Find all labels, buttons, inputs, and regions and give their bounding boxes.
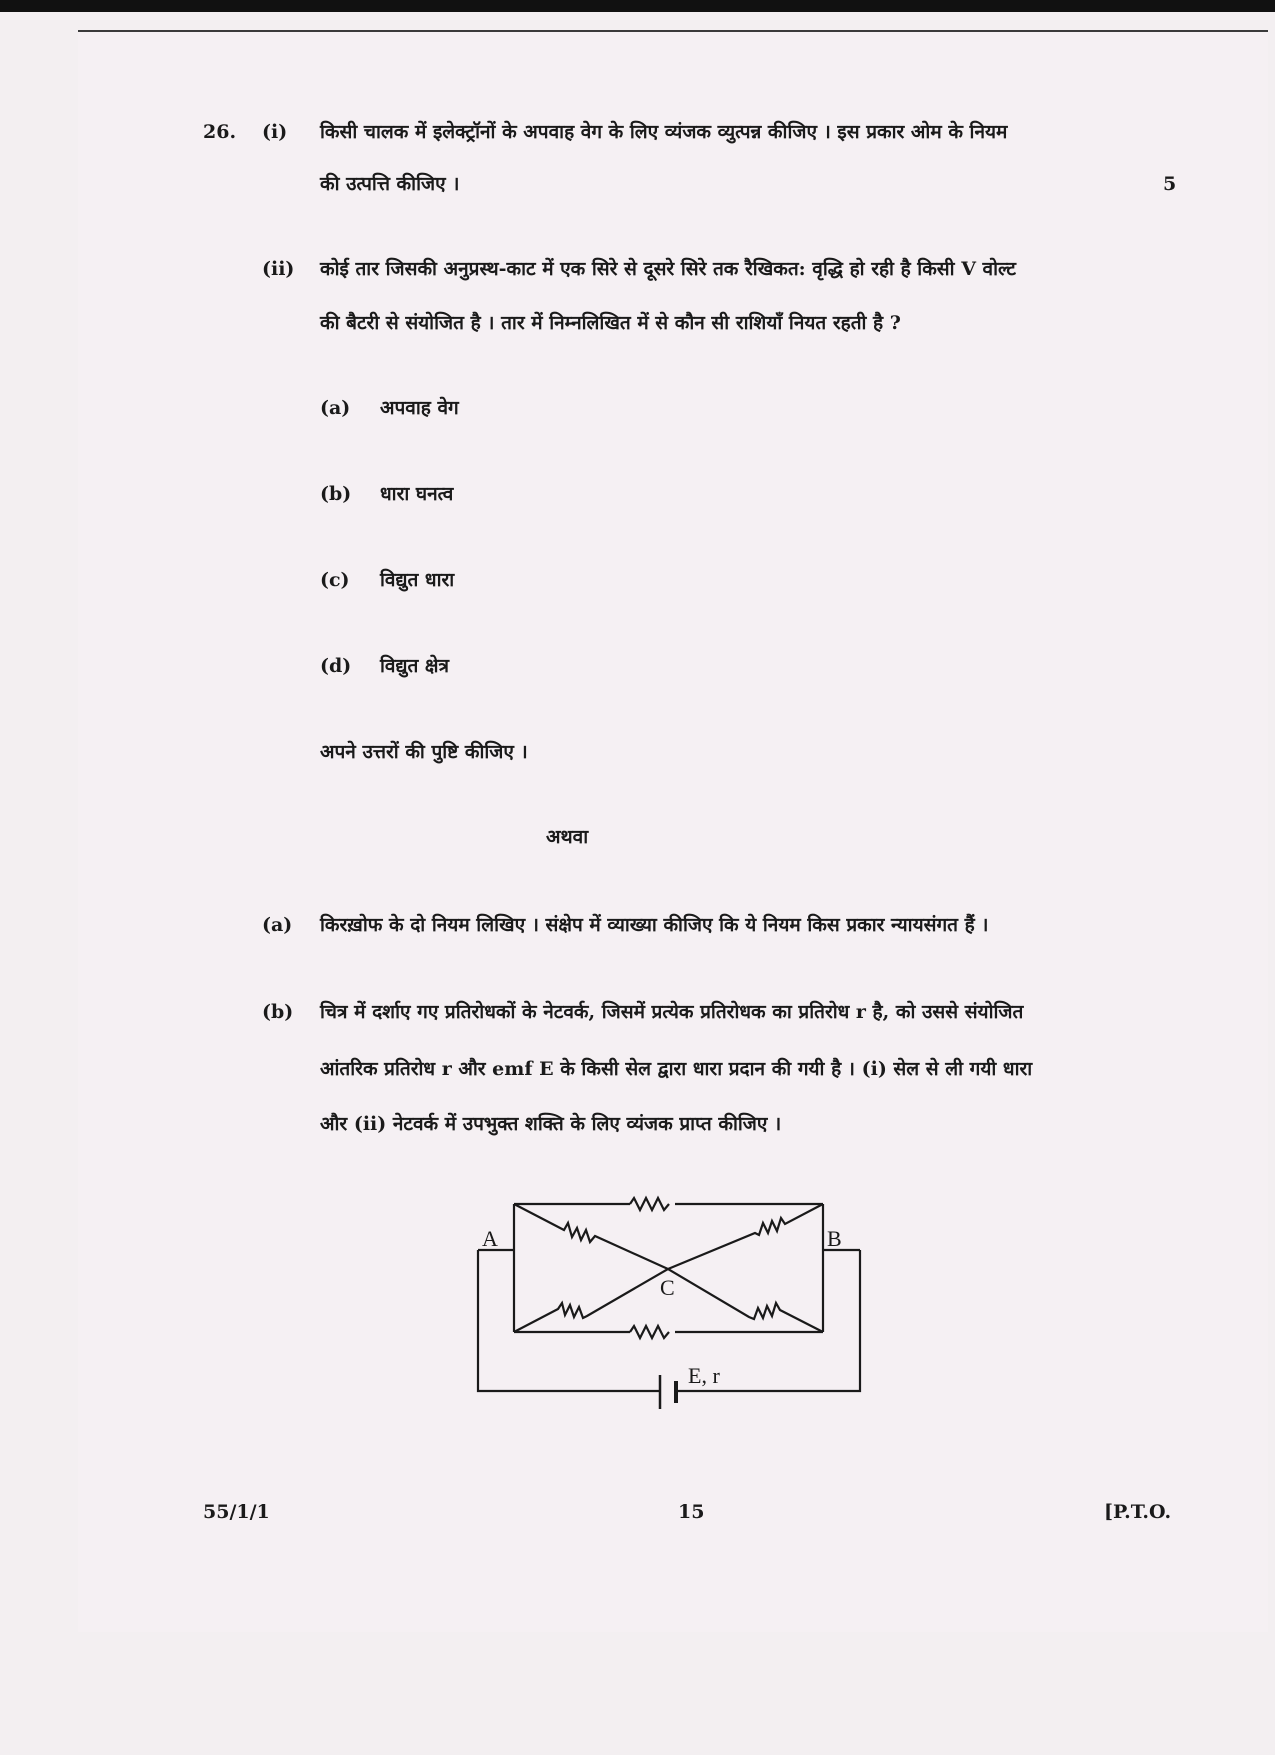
option-d-label: (d) [320, 655, 352, 677]
paper-code: 55/1/1 [203, 1501, 270, 1523]
alt-b-line2: आंतरिक प्रतिरोध r और emf E के किसी सेल द्वारा धारा प्रदान की गयी है । (i) सेल से ली गयी धारा [320, 1058, 1033, 1080]
justify-instruction: अपने उत्तरों की पुष्टि कीजिए । [320, 741, 528, 763]
part-ii-line2: की बैटरी से संयोजित है । तार में निम्नलिखित में से कौन सी राशियाँ नियत रहती है ? [320, 312, 901, 334]
option-b-text: धारा घनत्व [380, 483, 454, 505]
please-turn-over: [P.T.O. [1104, 1501, 1172, 1523]
part-i-line2: की उत्पत्ति कीजिए । [320, 173, 460, 195]
resistor-network-diagram [460, 1185, 880, 1425]
part-ii-line1: कोई तार जिसकी अनुप्रस्थ-काट में एक सिरे से दूसरे सिरे तक रैखिकत: वृद्धि हो रही है किसी V वोल्ट [320, 258, 1016, 280]
option-a-label: (a) [320, 397, 351, 419]
option-c-text: विद्युत धारा [380, 569, 455, 591]
alt-b-label: (b) [262, 1001, 294, 1023]
bottom-resistor [630, 1326, 669, 1338]
diag-resistor-b-top [668, 1204, 823, 1269]
option-c-label: (c) [320, 569, 350, 591]
cell-label: E, r [688, 1363, 720, 1388]
alt-a-text: किरख़ोफ के दो नियम लिखिए । संक्षेप में व्याख्या कीजिए कि ये नियम किस प्रकार न्यायसंगत हैं । [320, 914, 989, 936]
option-a-text: अपवाह वेग [380, 397, 459, 419]
marks: 5 [1163, 173, 1177, 195]
part-i-label: (i) [262, 121, 288, 143]
part-i-line1: किसी चालक में इलेक्ट्रॉनों के अपवाह वेग के लिए व्यंजक व्युत्पन्न कीजिए । इस प्रकार ओम के नियम [320, 121, 1008, 143]
top-resistor [630, 1198, 669, 1210]
part-ii-label: (ii) [262, 258, 295, 280]
alt-b-line3: और (ii) नेटवर्क में उपभुक्त शक्ति के लिए व्यंजक प्राप्त कीजिए । [320, 1113, 782, 1135]
alt-a-label: (a) [262, 914, 293, 936]
option-d-text: विद्युत क्षेत्र [380, 655, 450, 677]
scan-top-edge [0, 0, 1275, 12]
diag-resistor-b-bottom [668, 1269, 823, 1332]
page-number: 15 [678, 1501, 705, 1523]
question-number: 26. [203, 121, 237, 143]
node-a-label: A [482, 1226, 498, 1251]
option-b-label: (b) [320, 483, 352, 505]
node-b-label: B [827, 1226, 842, 1251]
node-c-label: C [660, 1275, 675, 1300]
alt-b-line1: चित्र में दर्शाए गए प्रतिरोधकों के नेटवर्क, जिसमें प्रत्येक प्रतिरोधक का प्रतिरोध r है, को उससे संयोजित [320, 1001, 1024, 1023]
or-separator: अथवा [546, 826, 589, 848]
diag-resistor-a-top [514, 1204, 668, 1269]
diag-resistor-a-bottom [514, 1269, 668, 1332]
